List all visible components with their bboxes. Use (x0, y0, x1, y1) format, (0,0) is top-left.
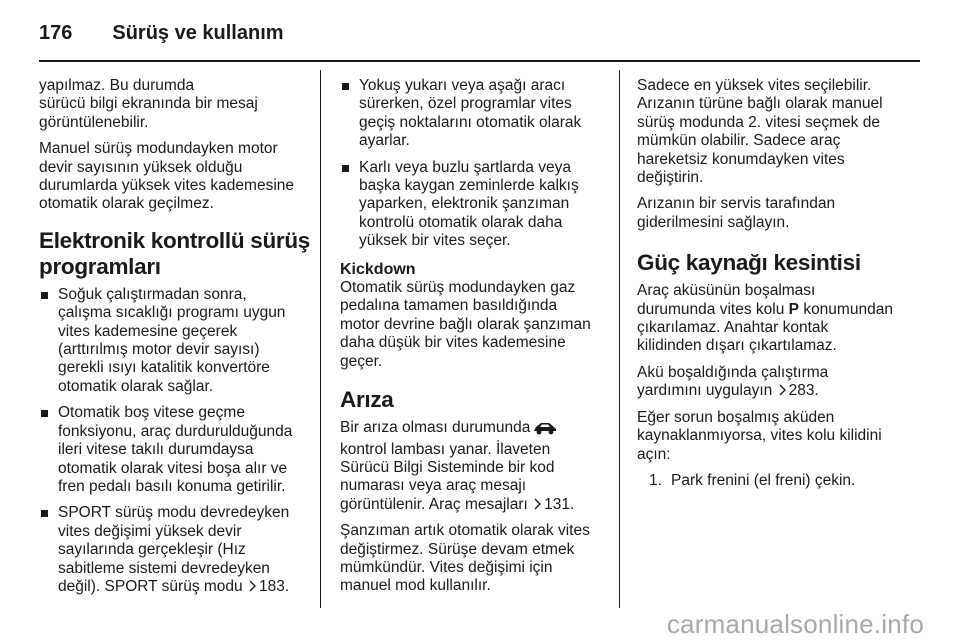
step-number: 1. (649, 471, 662, 489)
column-3 (637, 77, 917, 498)
header-rule (39, 60, 920, 62)
paragraph: Bir arıza olması durumunda kontrol lambası yanar. İlaveten Sürücü Bilgi Sisteminde bir kod numarası veya araç mesajı görüntülenir. Araç mesajları 131. (340, 419, 575, 513)
page-reference-link[interactable]: 283. (788, 382, 819, 400)
page-reference-link[interactable]: 183. (258, 577, 290, 595)
transmission-warning-car-icon (533, 421, 557, 440)
subsection-heading: Kickdown (340, 260, 416, 278)
page-header (39, 18, 284, 48)
paragraph: Şanzıman artık otomatik olarak vites değiştirmez. Sürüşe devam etmek mümkündür. Vites değişimi için manuel mod kullanılır. (340, 522, 590, 595)
paragraph: Sadece en yüksek vites seçilebilir. Arızanın türüne bağlı olarak manuel sürüş modunda 2. vitesi seçmek de mümkün olabilir. Sadece araç hareketsiz konumdayken vites değiştirin. (637, 77, 883, 187)
page-reference-arrow-icon (534, 496, 542, 514)
paragraph: Akü boşaldığında çalıştırma yardımını uygulayın 283. (637, 363, 829, 400)
column-1 (39, 77, 311, 604)
page-number: 176 (39, 21, 73, 44)
page-reference-arrow-icon (779, 382, 787, 400)
bullet-item: Soğuk çalıştırmadan sonra, çalışma sıcaklığı programı uygun vites kademesine geçerek (arttırılmış motor devir sayısı) gerekli ısıyı katalitik konvertöre otomatik olarak sağlar. (39, 286, 311, 396)
page-reference-link[interactable]: 131. (544, 495, 575, 513)
bullet-item: SPORT sürüş modu devredeyken vites değişimi yüksek devir sayılarında gerçekleşir (Hız sabitleme sistemi devredeyken değil). SPORT sürüş modu 183. (39, 504, 311, 596)
paragraph: Otomatik sürüş modundayken gaz pedalına tamamen basıldığında motor devrine bağlı olarak şanzıman daha düşük bir vites kademesine geçer. (340, 279, 591, 370)
bullet-item: Otomatik boş vitese geçme fonksiyonu, araç durdurulduğunda ileri vitese takılı durumdaysa otomatik olarak vitesi boşa alır ve fren pedalı basılı konuma getirilir. (39, 404, 311, 496)
column-divider-1 (320, 70, 321, 608)
bullet-item: Karlı veya buzlu şartlarda veya başka kaygan zeminlerde kalkış yaparken, elektronik şanzıman kontrolü otomatik olarak daha yüksek bir vites seçer. (340, 159, 612, 251)
section-heading: Elektronik kontrollü sürüş programları (39, 227, 311, 279)
step-text: Park frenini (el freni) çekin. (671, 471, 856, 489)
column-divider-2 (619, 70, 620, 608)
chapter-title: Sürüş ve kullanım (112, 21, 284, 44)
numbered-step (637, 472, 917, 490)
column-2 (340, 77, 612, 604)
section-heading: Arıza (340, 387, 394, 413)
paragraph: yapılmaz. Bu durumda sürücü bilgi ekranında bir mesaj görüntülenebilir. (39, 77, 258, 131)
watermark-text: carmanualsonline.info (666, 609, 924, 639)
section-heading: Güç kaynağı kesintisi (637, 250, 861, 276)
gear-position-label: P (788, 300, 799, 318)
paragraph: Manuel sürüş modundayken motor devir sayısının yüksek olduğu durumlarda yüksek vites kademesine otomatik olarak geçilmez. (39, 140, 295, 213)
paragraph: Eğer sorun boşalmış aküden kaynaklanmıyorsa, vites kolu kilidini açın: (637, 408, 882, 463)
paragraph: Arızanın bir servis tarafından giderilmesini sağlayın. (637, 195, 836, 231)
page-reference-arrow-icon (249, 578, 257, 596)
bullet-item: Yokuş yukarı veya aşağı aracı sürerken, özel programlar vites geçiş noktalarını otomatik olarak ayarlar. (340, 77, 612, 151)
paragraph: Araç aküsünün boşalması durumunda vites kolu P konumundan çıkarılamaz. Anahtar kontak kilidinden dışarı çıkartılamaz. (637, 282, 893, 355)
